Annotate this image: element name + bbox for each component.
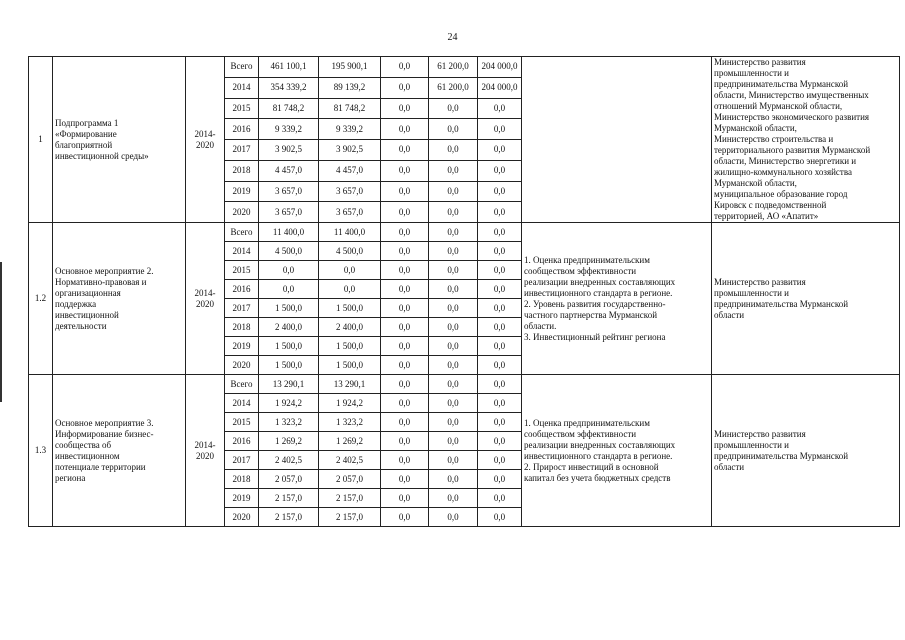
total-cell: 1 500,0: [259, 337, 319, 356]
indicator-line: сообществом эффективности: [524, 265, 637, 276]
amount-cell: 0,0: [381, 413, 429, 432]
year-cell: Всего: [225, 375, 259, 394]
amount-cell: 0,0: [478, 489, 522, 508]
responsible-line: жилищно-коммунального хозяйства: [714, 167, 852, 177]
year-cell: 2017: [225, 451, 259, 470]
responsible-line: области: [714, 309, 745, 320]
total-cell: 1 500,0: [259, 356, 319, 375]
responsible-line: отношений Мурманской области,: [714, 101, 843, 111]
year-cell: 2020: [225, 202, 259, 223]
total-cell: 1 323,2: [259, 413, 319, 432]
total-cell: 11 400,0: [259, 223, 319, 242]
responsible-line: предпринимательства Мурманской: [714, 79, 849, 89]
responsible-line: промышленности и: [714, 439, 789, 450]
amount-cell: 0,0: [381, 202, 429, 223]
amount-cell: 0,0: [429, 202, 478, 223]
responsible-line: Мурманской области,: [714, 178, 797, 188]
amount-cell: 0,0: [381, 356, 429, 375]
amount-cell: 0,0: [429, 299, 478, 318]
section-name-line: благоприятной: [55, 139, 113, 150]
section-name-line: сообщества об: [55, 439, 112, 450]
section-period: [186, 57, 225, 223]
indicator-line: 3. Инвестиционный рейтинг региона: [524, 331, 666, 342]
total-cell: 1 269,2: [259, 432, 319, 451]
year-cell: 2018: [225, 318, 259, 337]
responsible-line: предпринимательства Мурманской: [714, 450, 849, 461]
year-cell: 2020: [225, 508, 259, 527]
amount-cell: 1 269,2: [319, 432, 381, 451]
responsible-line: Министерство развития: [714, 57, 806, 67]
year-cell: 2018: [225, 160, 259, 181]
amount-cell: 0,0: [478, 356, 522, 375]
year-cell: 2019: [225, 181, 259, 202]
amount-cell: 0,0: [478, 337, 522, 356]
amount-cell: 0,0: [381, 119, 429, 140]
year-cell: 2016: [225, 432, 259, 451]
total-cell: 3 902,5: [259, 140, 319, 161]
amount-cell: 2 157,0: [319, 489, 381, 508]
section-name: [53, 57, 186, 223]
responsible-line: области, Министерство имущественных: [714, 90, 869, 100]
amount-cell: 0,0: [381, 140, 429, 161]
amount-cell: 0,0: [429, 375, 478, 394]
amount-cell: 61 200,0: [429, 77, 478, 98]
section-name-line: «Формирование: [55, 128, 117, 139]
amount-cell: 195 900,1: [319, 57, 381, 78]
left-edge-mark: [0, 262, 2, 402]
indicator-line: частного партнерства Мурманской: [524, 309, 658, 320]
amount-cell: 0,0: [381, 98, 429, 119]
amount-cell: 0,0: [381, 394, 429, 413]
year-cell: 2019: [225, 337, 259, 356]
amount-cell: 204 000,0: [478, 57, 522, 78]
section-code: 1.3: [29, 375, 53, 527]
amount-cell: 0,0: [478, 375, 522, 394]
indicators-cell: [522, 375, 712, 527]
year-cell: 2015: [225, 413, 259, 432]
year-cell: 2015: [225, 98, 259, 119]
amount-cell: 0,0: [381, 508, 429, 527]
section-name: [53, 223, 186, 375]
responsible-line: территориального развития Мурманской: [714, 145, 871, 155]
amount-cell: 0,0: [478, 432, 522, 451]
amount-cell: 61 200,0: [429, 57, 478, 78]
amount-cell: 0,0: [381, 77, 429, 98]
amount-cell: 0,0: [381, 470, 429, 489]
indicators-cell: [522, 223, 712, 375]
responsible-line: Министерство развития: [714, 276, 806, 287]
total-cell: 4 500,0: [259, 242, 319, 261]
year-cell: 2016: [225, 119, 259, 140]
amount-cell: 0,0: [478, 451, 522, 470]
section-name-line: Информирование бизнес-: [55, 428, 154, 439]
responsible-line: Министерство экономического развития: [714, 112, 870, 122]
indicator-line: 2. Уровень развития государственно-: [524, 298, 666, 309]
amount-cell: 0,0: [429, 470, 478, 489]
amount-cell: 0,0: [381, 451, 429, 470]
amount-cell: 0,0: [478, 261, 522, 280]
amount-cell: 0,0: [381, 160, 429, 181]
indicator-line: 1. Оценка предпринимательским: [524, 417, 650, 428]
year-cell: 2014: [225, 242, 259, 261]
amount-cell: 0,0: [429, 451, 478, 470]
amount-cell: 89 139,2: [319, 77, 381, 98]
amount-cell: 3 657,0: [319, 202, 381, 223]
amount-cell: 0,0: [478, 318, 522, 337]
amount-cell: 11 400,0: [319, 223, 381, 242]
amount-cell: 0,0: [429, 119, 478, 140]
amount-cell: 0,0: [478, 181, 522, 202]
amount-cell: 1 924,2: [319, 394, 381, 413]
table-row: [29, 57, 900, 78]
indicator-line: инвестиционного стандарта в регионе.: [524, 450, 673, 461]
year-cell: 2018: [225, 470, 259, 489]
section-period: [186, 223, 225, 375]
year-cell: 2019: [225, 489, 259, 508]
period-line: 2014-: [194, 439, 216, 450]
total-cell: 9 339,2: [259, 119, 319, 140]
responsible-cell: [712, 57, 900, 223]
amount-cell: 0,0: [429, 181, 478, 202]
year-cell: 2017: [225, 299, 259, 318]
amount-cell: 0,0: [478, 470, 522, 489]
indicators-cell: [522, 57, 712, 223]
amount-cell: 2 402,5: [319, 451, 381, 470]
amount-cell: 0,0: [429, 98, 478, 119]
indicator-line: 2. Прирост инвестиций в основной: [524, 461, 659, 472]
responsible-line: предпринимательства Мурманской: [714, 298, 849, 309]
total-cell: 2 157,0: [259, 489, 319, 508]
year-cell: 2017: [225, 140, 259, 161]
total-cell: 1 924,2: [259, 394, 319, 413]
year-cell: 2020: [225, 356, 259, 375]
amount-cell: 4 500,0: [319, 242, 381, 261]
section-name-line: Нормативно-правовая и: [55, 276, 147, 287]
responsible-line: области, Министерство энергетики и: [714, 156, 857, 166]
amount-cell: 0,0: [381, 261, 429, 280]
responsible-line: промышленности и: [714, 68, 789, 78]
amount-cell: 0,0: [381, 318, 429, 337]
amount-cell: 0,0: [429, 413, 478, 432]
amount-cell: 2 157,0: [319, 508, 381, 527]
section-name-line: инвестиционной: [55, 309, 119, 320]
amount-cell: 0,0: [319, 261, 381, 280]
total-cell: 81 748,2: [259, 98, 319, 119]
amount-cell: 204 000,0: [478, 77, 522, 98]
total-cell: 3 657,0: [259, 202, 319, 223]
amount-cell: 3 902,5: [319, 140, 381, 161]
amount-cell: 0,0: [429, 489, 478, 508]
amount-cell: 0,0: [478, 140, 522, 161]
responsible-line: территорией, АО «Апатит»: [714, 211, 819, 221]
total-cell: 1 500,0: [259, 299, 319, 318]
section-code: 1: [29, 57, 53, 223]
total-cell: 3 657,0: [259, 181, 319, 202]
section-name-line: региона: [55, 472, 86, 483]
amount-cell: 0,0: [429, 337, 478, 356]
table-row: [29, 223, 900, 242]
amount-cell: 0,0: [429, 140, 478, 161]
amount-cell: 4 457,0: [319, 160, 381, 181]
indicator-line: капитал без учета бюджетных средств: [524, 472, 671, 483]
section-name-line: деятельности: [55, 320, 107, 331]
indicator-line: реализации внедренных составляющих: [524, 439, 676, 450]
amount-cell: 0,0: [381, 337, 429, 356]
year-cell: Всего: [225, 57, 259, 78]
amount-cell: 0,0: [478, 223, 522, 242]
responsible-line: Министерство строительства и: [714, 134, 834, 144]
amount-cell: 0,0: [478, 280, 522, 299]
section-name-line: инвестиционном: [55, 450, 120, 461]
responsible-line: муниципальное образование город: [714, 189, 848, 199]
amount-cell: 0,0: [381, 299, 429, 318]
amount-cell: 0,0: [429, 223, 478, 242]
total-cell: 2 157,0: [259, 508, 319, 527]
amount-cell: 0,0: [319, 280, 381, 299]
total-cell: 0,0: [259, 261, 319, 280]
amount-cell: 2 400,0: [319, 318, 381, 337]
section-code: 1.2: [29, 223, 53, 375]
amount-cell: 0,0: [478, 394, 522, 413]
amount-cell: 0,0: [381, 432, 429, 451]
indicator-line: реализации внедренных составляющих: [524, 276, 676, 287]
amount-cell: 0,0: [381, 242, 429, 261]
total-cell: 13 290,1: [259, 375, 319, 394]
amount-cell: 0,0: [478, 119, 522, 140]
amount-cell: 2 057,0: [319, 470, 381, 489]
responsible-line: Мурманской области,: [714, 123, 797, 133]
amount-cell: 0,0: [429, 280, 478, 299]
total-cell: 2 402,5: [259, 451, 319, 470]
budget-table: [28, 56, 900, 527]
amount-cell: 0,0: [478, 160, 522, 181]
indicator-line: сообществом эффективности: [524, 428, 637, 439]
amount-cell: 0,0: [429, 318, 478, 337]
section-name-line: организационная: [55, 287, 121, 298]
amount-cell: 0,0: [478, 413, 522, 432]
amount-cell: 1 500,0: [319, 356, 381, 375]
year-cell: 2014: [225, 77, 259, 98]
amount-cell: 3 657,0: [319, 181, 381, 202]
responsible-line: промышленности и: [714, 287, 789, 298]
amount-cell: 0,0: [429, 508, 478, 527]
amount-cell: 1 500,0: [319, 337, 381, 356]
amount-cell: 0,0: [381, 375, 429, 394]
amount-cell: 0,0: [429, 242, 478, 261]
total-cell: 461 100,1: [259, 57, 319, 78]
section-period: [186, 375, 225, 527]
amount-cell: 0,0: [478, 299, 522, 318]
amount-cell: 0,0: [381, 280, 429, 299]
section-name-line: Основное мероприятие 2.: [55, 265, 154, 276]
indicator-line: инвестиционного стандарта в регионе.: [524, 287, 673, 298]
responsible-line: области: [714, 461, 745, 472]
page-number: 24: [447, 32, 458, 43]
amount-cell: 0,0: [381, 223, 429, 242]
period-line: 2014-: [194, 128, 216, 139]
indicator-line: области.: [524, 320, 557, 331]
responsible-line: Министерство развития: [714, 428, 806, 439]
year-cell: 2014: [225, 394, 259, 413]
responsible-line: Кировск с подведомственной: [714, 200, 827, 210]
amount-cell: 0,0: [478, 98, 522, 119]
indicator-line: 1. Оценка предпринимательским: [524, 254, 650, 265]
section-name-line: потенциале территории: [55, 461, 146, 472]
amount-cell: 0,0: [429, 394, 478, 413]
section-name-line: поддержка: [55, 298, 97, 309]
period-line: 2020: [196, 139, 214, 150]
amount-cell: 0,0: [478, 202, 522, 223]
year-cell: 2015: [225, 261, 259, 280]
total-cell: 4 457,0: [259, 160, 319, 181]
amount-cell: 81 748,2: [319, 98, 381, 119]
amount-cell: 1 323,2: [319, 413, 381, 432]
amount-cell: 0,0: [478, 242, 522, 261]
amount-cell: 1 500,0: [319, 299, 381, 318]
section-name-line: инвестиционной среды»: [55, 150, 149, 161]
amount-cell: 0,0: [478, 508, 522, 527]
total-cell: 2 400,0: [259, 318, 319, 337]
section-name-line: Основное мероприятие 3.: [55, 417, 154, 428]
total-cell: 354 339,2: [259, 77, 319, 98]
period-line: 2020: [196, 298, 214, 309]
amount-cell: 0,0: [429, 160, 478, 181]
total-cell: 2 057,0: [259, 470, 319, 489]
period-line: 2014-: [194, 287, 216, 298]
year-cell: Всего: [225, 223, 259, 242]
period-line: 2020: [196, 450, 214, 461]
amount-cell: 0,0: [381, 489, 429, 508]
section-name-line: Подпрограмма 1: [55, 117, 119, 128]
total-cell: 0,0: [259, 280, 319, 299]
amount-cell: 0,0: [429, 261, 478, 280]
section-name: [53, 375, 186, 527]
amount-cell: 13 290,1: [319, 375, 381, 394]
responsible-cell: [712, 223, 900, 375]
amount-cell: 0,0: [429, 432, 478, 451]
table-row: [29, 375, 900, 394]
amount-cell: 0,0: [381, 181, 429, 202]
amount-cell: 0,0: [381, 57, 429, 78]
responsible-cell: [712, 375, 900, 527]
year-cell: 2016: [225, 280, 259, 299]
amount-cell: 9 339,2: [319, 119, 381, 140]
amount-cell: 0,0: [429, 356, 478, 375]
